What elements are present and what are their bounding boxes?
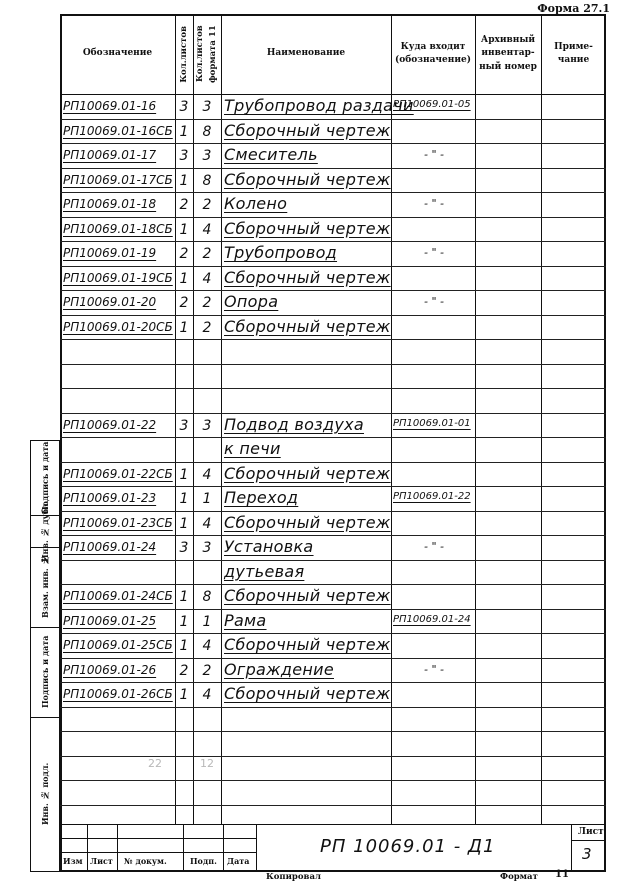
cell-name: Сборочный чертеж [224, 512, 391, 532]
margin-label-signature-date-top: Подпись и дата [40, 441, 50, 515]
cell-sheets-a11: 1 [202, 613, 212, 630]
cell-name: Колено [224, 194, 288, 213]
cell-name: Опора [224, 292, 279, 311]
column-line [541, 14, 542, 824]
row-line [60, 805, 606, 806]
cell-designation: РП10069.01-25СБ [63, 638, 173, 652]
cell-designation: РП10069.01-26 [63, 662, 157, 677]
cell-designation: РП10069.01-16СБ [63, 123, 173, 138]
cell-sheets: 3 [179, 99, 189, 115]
cell-sheets: 3 [179, 417, 189, 434]
cell-name: Трубопровод раздачи [224, 96, 414, 115]
row-line [60, 315, 606, 316]
cell-where-used: РП10069.01-05 [393, 99, 471, 110]
cell-sheets: 1 [179, 515, 189, 532]
cell-name: Смеситель [224, 145, 318, 164]
cell-name: Трубопровод [224, 243, 338, 262]
cell-sheets-a11: 4 [202, 270, 212, 287]
cell-sheets-a11: 8 [202, 172, 212, 189]
row-line [60, 388, 606, 389]
cell-name: Сборочный чертеж [224, 218, 391, 238]
margin-label-inv-no: Инв. № подл. [40, 762, 50, 826]
row-line [60, 682, 606, 683]
cell-designation: РП10069.01-16 [63, 99, 157, 113]
cell-sheets-a11: 8 [202, 123, 212, 140]
cell-designation: РП10069.01-25 [63, 613, 157, 628]
cell-sheets: 3 [179, 540, 189, 556]
cell-sheets: 1 [179, 319, 189, 336]
footer-copied: Копировал [266, 872, 321, 882]
cell-sheets: 1 [179, 638, 189, 654]
cell-name: Сборочный чертеж [224, 586, 391, 605]
row-line [60, 192, 606, 193]
cell-designation: РП10069.01-23СБ [63, 515, 173, 530]
cell-sheets-a11: 4 [202, 221, 212, 238]
stamp-list: Лист [90, 856, 113, 866]
cell-sheets: 1 [179, 221, 189, 238]
stamp-izm: Изм [63, 856, 83, 866]
row-line [60, 780, 606, 781]
footer-format-value: 11 [555, 869, 569, 880]
row-line [60, 290, 606, 291]
cell-sheets-a11: 2 [202, 319, 212, 336]
header-archive-number: Архивный инвентар- ный номер [479, 34, 537, 72]
cell-where-used: - " - [424, 540, 444, 553]
cell-sheets: 1 [179, 123, 189, 140]
cell-where-used: - " - [424, 148, 444, 161]
cell-designation: РП10069.01-19СБ [63, 270, 173, 285]
margin-label-dup-no: Инв. № дубл. [40, 500, 50, 562]
cell-designation: РП10069.01-22СБ [63, 466, 173, 481]
row-line [60, 535, 606, 536]
cell-where-used: РП10069.01-24 [393, 613, 471, 625]
row-line [60, 756, 606, 757]
margin-label-signature-date: Подпись и дата [40, 635, 50, 709]
row-line [60, 437, 606, 438]
cell-name: Сборочный чертеж [224, 463, 391, 483]
cell-designation: РП10069.01-18СБ [63, 221, 173, 236]
row-line [60, 658, 606, 659]
stamp-date: Дата [227, 856, 250, 866]
cell-designation: РП10069.01-24 [63, 540, 157, 554]
row-line [60, 707, 606, 708]
column-line [391, 14, 392, 824]
cell-designation: РП10069.01-17СБ [63, 172, 173, 187]
row-line [60, 119, 606, 120]
form-label: Форма 27.1 [537, 2, 610, 15]
row-line [60, 413, 606, 414]
header-sheets-count: Кол.листов [178, 25, 189, 83]
cell-sheets-a11: 2 [202, 295, 212, 311]
row-line [60, 266, 606, 267]
cell-sheets: 1 [179, 466, 189, 483]
row-line [60, 168, 606, 169]
row-line [60, 731, 606, 732]
column-line [475, 14, 476, 824]
row-line [60, 633, 606, 634]
cell-sheets: 2 [179, 246, 189, 262]
cell-designation: РП10069.01-20СБ [63, 319, 173, 334]
header-note: Приме- чание [554, 41, 593, 65]
cell-sheets: 1 [179, 270, 189, 287]
cell-sheets: 1 [179, 687, 189, 703]
header-name: Наименование [266, 48, 346, 59]
cell-designation: РП10069.01-17 [63, 148, 157, 162]
row-line [60, 241, 606, 242]
header-designation: Обозначение [82, 48, 153, 59]
footer-format-label: Формат [500, 872, 538, 882]
row-line [60, 511, 606, 512]
faint-mark-left: 22 [148, 757, 162, 770]
cell-designation: РП10069.01-18 [63, 197, 157, 211]
cell-name: к печи [224, 439, 281, 458]
cell-sheets-a11: 8 [202, 589, 212, 605]
row-line [60, 486, 606, 487]
row-line [60, 217, 606, 218]
column-line [221, 14, 222, 824]
stamp-top-line [60, 824, 606, 825]
sheet-number: 3 [582, 845, 592, 863]
cell-where-used: - " - [424, 662, 444, 676]
cell-name: Ограждение [224, 659, 334, 679]
cell-sheets: 1 [179, 172, 189, 189]
cell-sheets-a11: 4 [202, 638, 212, 654]
cell-name: Сборочный чертеж [224, 316, 391, 336]
cell-designation: РП10069.01-24СБ [63, 589, 173, 603]
cell-name: Сборочный чертеж [224, 267, 391, 287]
cell-sheets-a11: 4 [202, 515, 212, 532]
cell-sheets: 1 [179, 491, 189, 507]
cell-sheets: 1 [179, 589, 189, 605]
cell-where-used: РП10069.01-01 [393, 417, 471, 429]
row-line [60, 560, 606, 561]
cell-designation: РП10069.01-26СБ [63, 687, 173, 701]
cell-sheets: 2 [179, 197, 189, 213]
row-line [60, 364, 606, 365]
row-line [60, 339, 606, 340]
cell-sheets-a11: 3 [202, 148, 212, 164]
cell-sheets: 2 [179, 662, 189, 679]
cell-name: Сборочный чертеж [224, 684, 391, 703]
margin-label-replaced-inv: Взам. инв. № [40, 555, 50, 619]
cell-sheets-a11: 3 [202, 540, 212, 556]
margin-strip [30, 440, 60, 872]
cell-name: Установка [224, 537, 314, 556]
cell-designation: РП10069.01-22 [63, 417, 157, 432]
header-sheets-a11: Кол.листов формата 11 [195, 25, 218, 83]
cell-where-used: - " - [424, 295, 444, 308]
document-code: РП 10069.01 - Д1 [320, 836, 496, 857]
cell-sheets: 1 [179, 613, 189, 630]
cell-name: Переход [224, 488, 299, 507]
cell-designation: РП10069.01-19 [63, 246, 157, 260]
header-bottom-line [60, 94, 606, 95]
row-line [60, 584, 606, 585]
cell-sheets: 3 [179, 148, 189, 164]
cell-sheets-a11: 4 [202, 466, 212, 483]
cell-where-used: - " - [424, 197, 444, 210]
cell-name: Подвод воздуха [224, 414, 364, 434]
stamp-signature: Подп. [190, 856, 217, 866]
cell-where-used: - " - [424, 246, 444, 259]
row-line [60, 143, 606, 144]
cell-name: дутьевая [224, 561, 305, 581]
stamp-doc-no: № докум. [124, 856, 167, 866]
cell-where-used: РП10069.01-22 [393, 491, 471, 502]
row-line [60, 462, 606, 463]
row-line [60, 609, 606, 610]
cell-name: Рама [224, 610, 267, 630]
sheet-label: Лист [578, 827, 604, 837]
faint-mark-right: 12 [200, 757, 214, 770]
cell-sheets-a11: 4 [202, 687, 212, 703]
cell-name: Сборочный чертеж [224, 169, 391, 189]
cell-designation: РП10069.01-20 [63, 295, 157, 309]
cell-sheets-a11: 2 [202, 662, 212, 679]
cell-sheets-a11: 3 [202, 417, 212, 434]
cell-designation: РП10069.01-23 [63, 491, 157, 505]
cell-sheets-a11: 3 [202, 99, 212, 115]
cell-sheets: 2 [179, 295, 189, 311]
cell-name: Сборочный чертеж [224, 120, 391, 140]
cell-sheets-a11: 2 [202, 246, 212, 262]
cell-sheets-a11: 2 [202, 197, 212, 213]
cell-name: Сборочный чертеж [224, 635, 391, 654]
cell-sheets-a11: 1 [202, 491, 212, 507]
header-where-used: Куда входит (обозначение) [395, 41, 471, 65]
